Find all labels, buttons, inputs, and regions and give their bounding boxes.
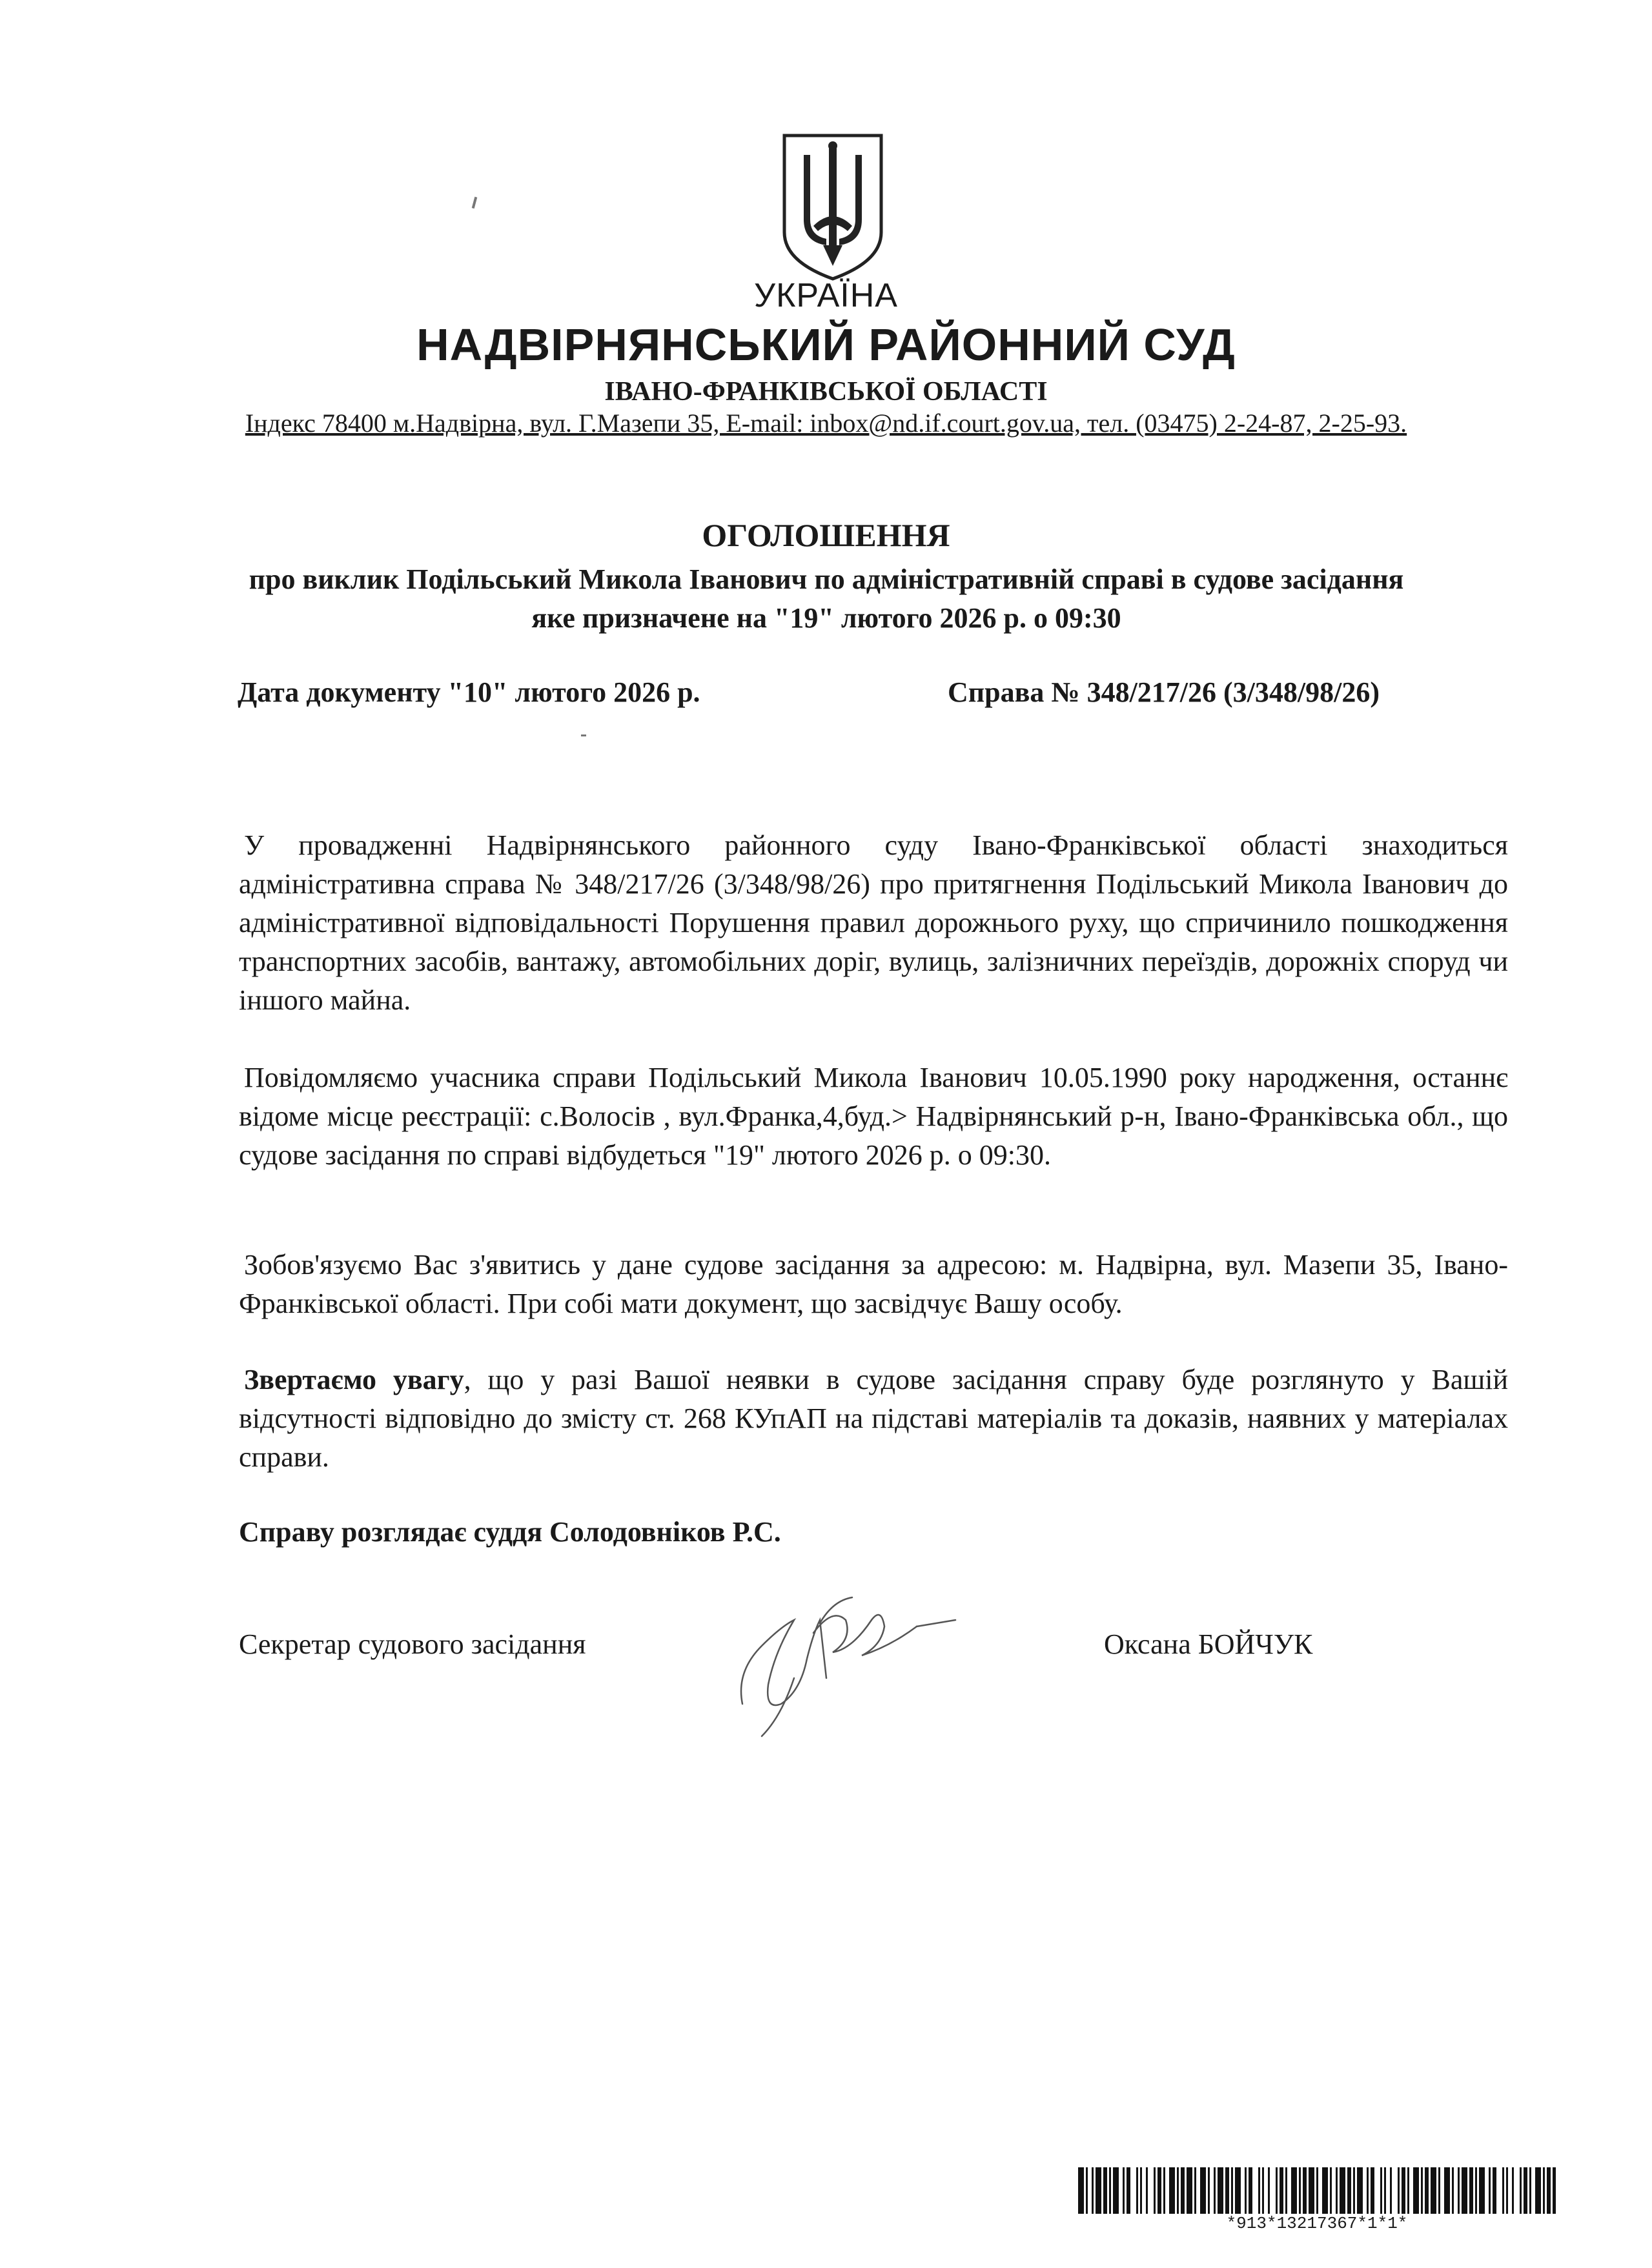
barcode-bar — [1123, 2167, 1125, 2214]
secretary-name: Оксана БОЙЧУК — [1104, 1628, 1313, 1660]
document-title: ОГОЛОШЕННЯ — [702, 517, 950, 553]
barcode-bar — [1353, 2167, 1355, 2214]
barcode-bar — [1535, 2167, 1541, 2214]
barcode-bar — [1231, 2167, 1233, 2214]
paragraph-summons: Зобов'язуємо Вас з'явитись у дане судове засідання за адресою: м. Надвірна, вул. Мазепи 35, Івано-Франківської області. При собі мати документ, що засвідчує Вашу особу. — [239, 1249, 1508, 1319]
barcode-bar — [1402, 2167, 1405, 2214]
barcode-bar — [1157, 2167, 1161, 2214]
case-number: Справа № 348/217/26 (3/348/98/26) — [948, 676, 1380, 708]
barcode-bar — [1462, 2167, 1467, 2214]
barcode-bar — [1140, 2167, 1142, 2214]
barcode-bar — [1262, 2167, 1264, 2214]
barcode-bar — [1452, 2167, 1454, 2214]
barcode-bar — [1109, 2167, 1111, 2214]
warning-text: , що у разі Вашої неявки в судове засідання справу буде розглянуто у Вашій відсутності відповідно до змісту ст. 268 КУпАП на підставі матеріалів та доказів, наявних у матеріалах справи. — [239, 1364, 1509, 1473]
court-name: НАДВІРНЯНСЬКИЙ РАЙОННИЙ СУД — [416, 319, 1236, 370]
barcode-bar — [1235, 2167, 1241, 2214]
barcode-bar — [1092, 2167, 1094, 2214]
barcode-bar — [1154, 2167, 1156, 2214]
country-heading: УКРАЇНА — [754, 277, 898, 314]
document-date: Дата документу "10" лютого 2026 р. — [238, 676, 700, 708]
barcode-bar — [1316, 2167, 1318, 2214]
barcode-bar — [1225, 2167, 1229, 2214]
barcode-bar — [1425, 2167, 1429, 2214]
barcode-image — [1078, 2167, 1556, 2214]
barcode-bar — [1444, 2167, 1450, 2214]
barcode-bar — [1367, 2167, 1369, 2214]
secretary-label: Секретар судового засідання — [239, 1628, 586, 1660]
scan-mark — [472, 197, 478, 208]
barcode-number: *913*13217367*1*1* — [1226, 2214, 1408, 2233]
warning-emphasis: Звертаємо увагу — [244, 1364, 464, 1395]
barcode-bar — [1299, 2167, 1301, 2214]
barcode-bar — [1187, 2167, 1192, 2214]
barcode-bar — [1493, 2167, 1496, 2214]
coat-of-arms-icon — [778, 129, 888, 284]
barcode-bar — [1340, 2167, 1345, 2214]
barcode-bar — [1285, 2167, 1287, 2214]
barcode-bar — [1336, 2167, 1338, 2214]
barcode-bar — [1357, 2167, 1363, 2214]
barcode-bar — [1214, 2167, 1216, 2214]
court-region: ІВАНО-ФРАНКІВСЬКОЇ ОБЛАСТІ — [604, 377, 1048, 407]
barcode-bar — [1163, 2167, 1165, 2214]
scan-mark — [581, 734, 586, 736]
barcode-bar — [1547, 2167, 1551, 2214]
barcode-bar — [1208, 2167, 1210, 2214]
court-address: Індекс 78400 м.Надвірна, вул. Г.Мазепи 35, E-mail: inbox@nd.if.court.gov.ua, тел. (03475) 2-24-87, 2-25-93. — [245, 409, 1407, 438]
barcode-bar — [1438, 2167, 1440, 2214]
barcode-bar — [1390, 2167, 1392, 2214]
barcode-bar — [1113, 2167, 1119, 2214]
barcode-bar — [1276, 2167, 1278, 2214]
barcode-bar — [1502, 2167, 1504, 2214]
barcode-bar — [1458, 2167, 1460, 2214]
barcode-bar — [1127, 2167, 1130, 2214]
barcode-bar — [1371, 2167, 1374, 2214]
barcode-bar — [1078, 2167, 1084, 2214]
barcode-bar — [1407, 2167, 1409, 2214]
barcode-bar — [1169, 2167, 1175, 2214]
barcode-bar — [1553, 2167, 1556, 2214]
judge-line: Справу розглядає суддя Солодовніков Р.С. — [239, 1516, 781, 1548]
document-subtitle: про виклик Подільський Микола Іванович по адміністративній справі в судове засідання яке призначене на "19" лютого 2026 р. о 09:30 — [249, 563, 1404, 634]
barcode-bar — [1506, 2167, 1508, 2214]
barcode-bar — [1398, 2167, 1400, 2214]
barcode-bar — [1218, 2167, 1223, 2214]
barcode-bar — [1181, 2167, 1185, 2214]
barcode-bar — [1475, 2167, 1477, 2214]
barcode-bar — [1194, 2167, 1196, 2214]
barcode-bar — [1543, 2167, 1545, 2214]
barcode-bar — [1258, 2167, 1260, 2214]
barcode-bar — [1413, 2167, 1419, 2214]
barcode-bar — [1322, 2167, 1328, 2214]
barcode-bar — [1421, 2167, 1423, 2214]
barcode-bar — [1086, 2167, 1088, 2214]
barcode-bar — [1303, 2167, 1307, 2214]
barcode-bar — [1380, 2167, 1382, 2214]
barcode-bar — [1347, 2167, 1351, 2214]
barcode-bar — [1512, 2167, 1514, 2214]
paragraph-proceedings: У провадженні Надвірнянського районного суду Івано-Франківської області знаходиться адміністративна справа № 348/217/26 (3/348/98/26) про притягнення Подільський Микола Іванович до адміністративної відповідальності Порушення правил дорожнього руху, що спричинило пошкодження транспортних засобів, вантажу, автомобільних доріг, вулиць, залізничних переїздів, дорожніх споруд чи іншого майна. — [239, 829, 1508, 1016]
barcode-bar — [1291, 2167, 1297, 2214]
barcode-bar — [1200, 2167, 1206, 2214]
signature-image — [723, 1575, 981, 1756]
barcode-bar — [1330, 2167, 1332, 2214]
barcode-bar — [1268, 2167, 1270, 2214]
barcode-bar — [1520, 2167, 1522, 2214]
barcode-bar — [1309, 2167, 1314, 2214]
barcode-bar — [1280, 2167, 1283, 2214]
barcode-bar — [1249, 2167, 1252, 2214]
barcode-bar — [1524, 2167, 1527, 2214]
barcode-bar — [1136, 2167, 1138, 2214]
barcode-bar — [1479, 2167, 1485, 2214]
paragraph-warning — [239, 1361, 1508, 1477]
barcode-bar — [1245, 2167, 1247, 2214]
barcode-bar — [1384, 2167, 1386, 2214]
barcode-bar — [1146, 2167, 1148, 2214]
barcode-bar — [1177, 2167, 1179, 2214]
barcode-bar — [1103, 2167, 1107, 2214]
paragraph-notification: Повідомляємо учасника справи Подільський Микола Іванович 10.05.1990 року народження, останнє відоме місце реєстрації: с.Волосів , вул.Франка,4,буд.> Надвірнянський р-н, Івано-Франківська обл., що судове засідання по справі відбудеться "19" лютого 2026 р. о 09:30. — [239, 1062, 1508, 1171]
barcode-bar — [1489, 2167, 1491, 2214]
barcode-bar — [1431, 2167, 1436, 2214]
barcode-bar — [1469, 2167, 1473, 2214]
barcode-bar — [1529, 2167, 1531, 2214]
barcode-bar — [1096, 2167, 1101, 2214]
